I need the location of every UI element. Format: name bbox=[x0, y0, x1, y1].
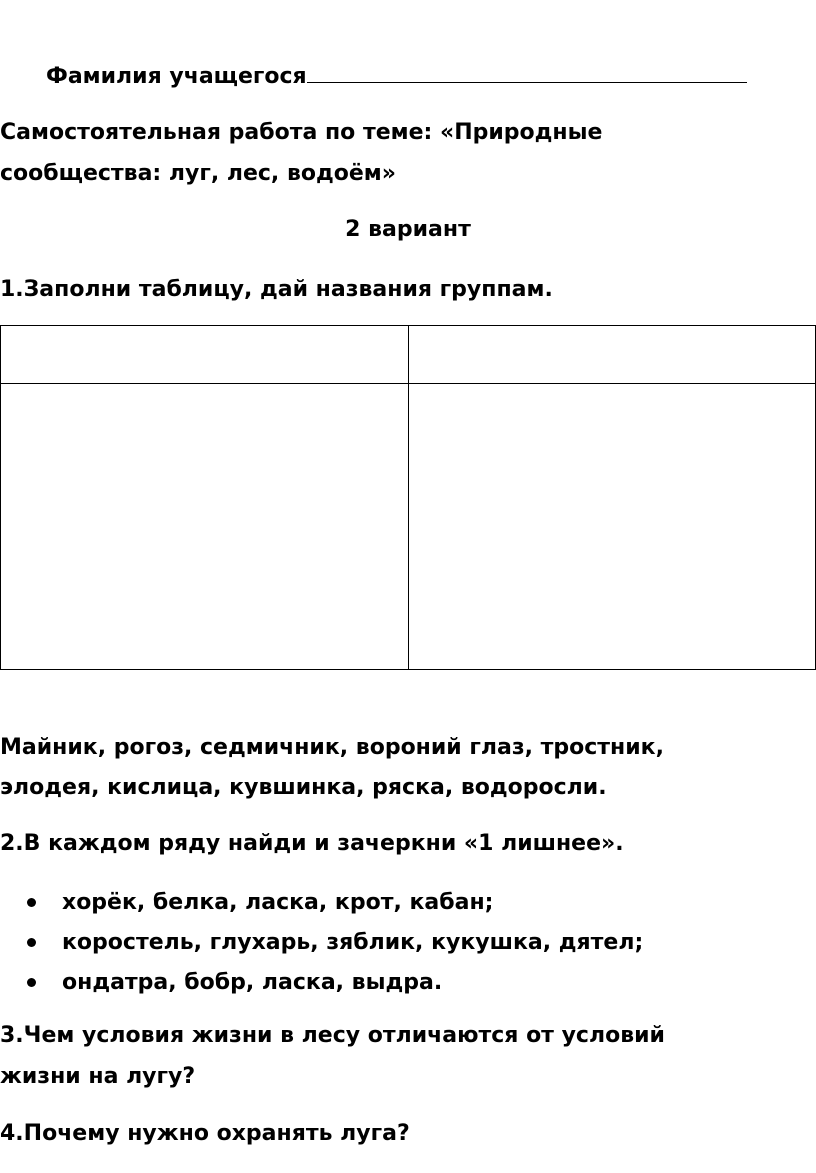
table-header-row bbox=[1, 326, 816, 384]
task3-line-1: 3.Чем условия жизни в лесу отличаются от условий bbox=[0, 1023, 665, 1048]
task3-line-2: жизни на лугу? bbox=[0, 1064, 196, 1089]
title-line-2: сообщества: луг, лес, водоём» bbox=[0, 161, 396, 186]
bullet-icon bbox=[27, 978, 36, 987]
words-line-1: Майник, рогоз, седмичник, вороний глаз, тростник, bbox=[0, 735, 664, 760]
list-item[interactable]: ондатра, бобр, ласка, выдра. bbox=[0, 963, 643, 1003]
surname-blank-line[interactable] bbox=[307, 62, 747, 83]
surname-row bbox=[46, 62, 747, 91]
group-name-cell-2[interactable] bbox=[409, 326, 816, 384]
task4-prompt: 4.Почему нужно охранять луга? bbox=[0, 1121, 410, 1146]
title-line-1: Самостоятельная работа по теме: «Природные bbox=[0, 120, 603, 145]
table-body-row bbox=[1, 384, 816, 670]
list-item[interactable]: коростель, глухарь, зяблик, кукушка, дятел; bbox=[0, 923, 643, 963]
task2-prompt: 2.В каждом ряду найди и зачеркни «1 лишнее». bbox=[0, 831, 624, 856]
group-items-cell-2[interactable] bbox=[409, 384, 816, 670]
groups-table bbox=[0, 325, 816, 670]
variant-label: 2 вариант bbox=[345, 217, 471, 242]
words-line-2: элодея, кислица, кувшинка, ряска, водоросли. bbox=[0, 775, 607, 800]
surname-label: Фамилия учащегося bbox=[46, 64, 307, 89]
bullet-icon bbox=[27, 898, 36, 907]
task2-rows-list bbox=[0, 883, 643, 1003]
bullet-icon bbox=[27, 938, 36, 947]
list-item[interactable]: хорёк, белка, ласка, крот, кабан; bbox=[0, 883, 643, 923]
group-name-cell-1[interactable] bbox=[1, 326, 409, 384]
group-items-cell-1[interactable] bbox=[1, 384, 409, 670]
task1-prompt: 1.Заполни таблицу, дай названия группам. bbox=[0, 277, 553, 302]
